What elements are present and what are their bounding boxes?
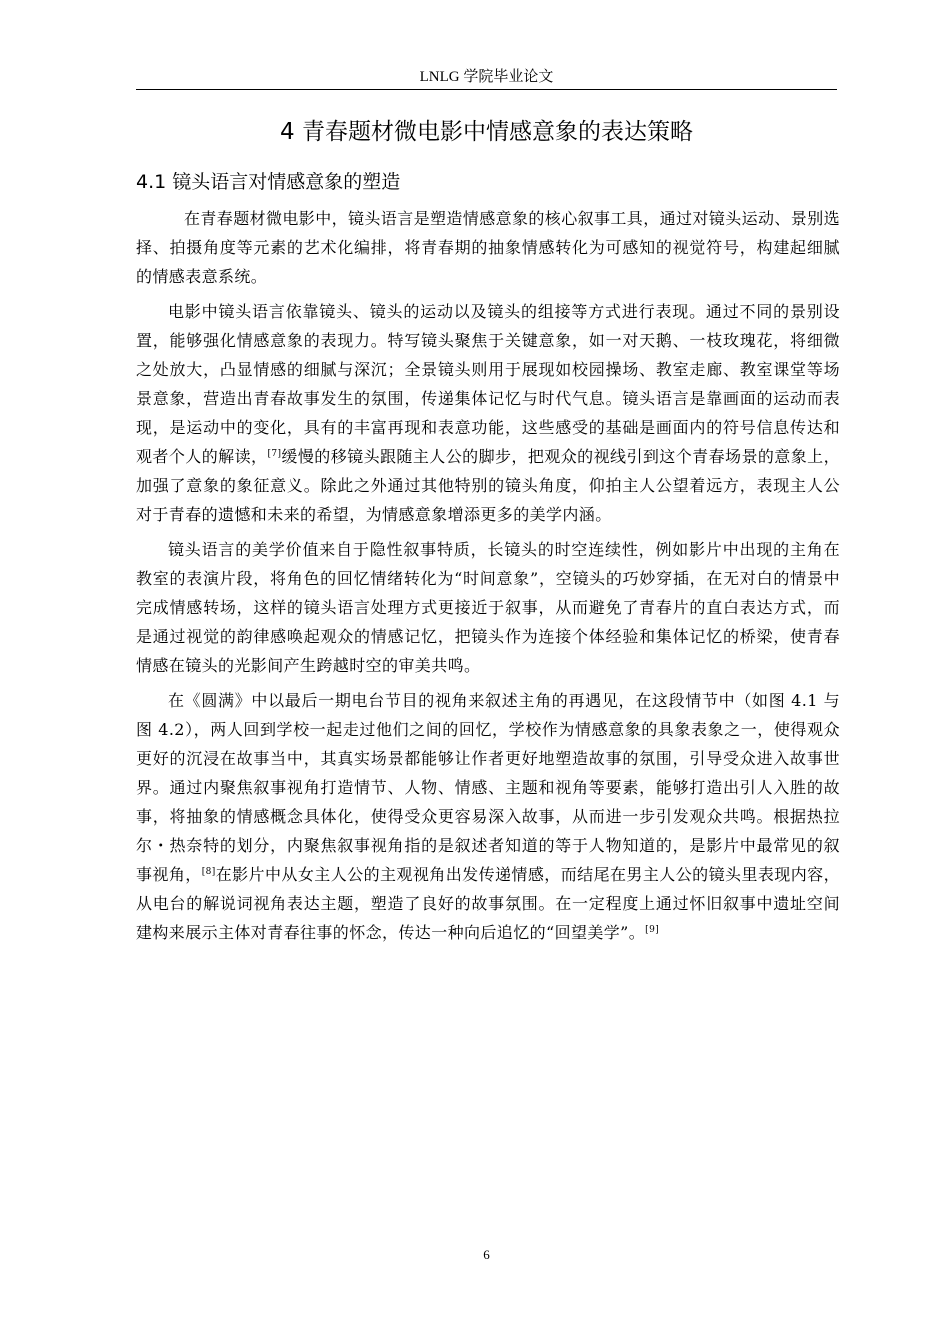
paragraph-4-part-1: 在《圆满》中以最后一期电台节目的视角来叙述主角的再遇见，在这段情节中（如图 4.1 与图 4.2），两人回到学校一起走过他们之间的回忆，学校作为情感意象的具象表象之一，使得观众更好的沉浸在故事当中，其真实场景都能够让作者更好地塑造故事的氛围，引导受众进入故事世界。通过内聚焦叙事视角打造情节、人物、情感、主题和视角等要素，能够打造出引人入胜的故事，将抽象的情感概念具体化，使得受众更容易深入故事，从而进一步引发观众共鸣。根据热拉尔・热奈特的划分，内聚焦叙事视角指的是叙述者知道的等于人物知道的，是影片中最常见的叙事视角，	[136, 691, 840, 884]
citation-8: [8]	[201, 867, 216, 877]
page-number: 6	[483, 1247, 490, 1262]
paragraph-2-part-1: 电影中镜头语言依靠镜头、镜头的运动以及镜头的组接等方式进行表现。通过不同的景别设置，能够强化情感意象的表现力。特写镜头聚焦于关键意象，如一对天鹅、一枝玫瑰花，将细微之处放大，凸显情感的细腻与深沉；全景镜头则用于展现如校园操场、教室走廊、教室课堂等场景意象，营造出青春故事发生的氛围，传递集体记忆与时代气息。镜头语言是靠画面的运动而表现，是运动中的变化，具有的丰富再现和表意功能，这些感受的基础是画面内的符号信息传达和观者个人的解读，	[136, 302, 840, 466]
paragraph-4	[136, 686, 840, 947]
running-header: LNLG 学院毕业论文	[419, 69, 554, 85]
paragraph-2-part-2: 缓慢的移镜头跟随主人公的脚步，把观众的视线引到这个青春场景的意象上，加强了意象的象征意义。除此之外通过其他特别的镜头角度，仰拍主人公望着远方，表现主人公对于青春的遗憾和未来的希望，为情感意象增添更多的美学内涵。	[136, 447, 840, 524]
paragraph-3: 镜头语言的美学价值来自于隐性叙事特质，长镜头的时空连续性，例如影片中出现的主角在教室的表演片段，将角色的回忆情绪转化为“时间意象”，空镜头的巧妙穿插，在无对白的情景中完成情感转场，这样的镜头语言处理方式更接近于叙事，从而避免了青春片的直白表达方式，而是通过视觉的韵律感唤起观众的情感记忆，把镜头作为连接个体经验和集体记忆的桥梁，使青春情感在镜头的光影间产生跨越时空的审美共鸣。	[136, 540, 840, 675]
section-title: 4.1 镜头语言对情感意象的塑造	[136, 171, 401, 193]
header-divider	[136, 89, 837, 90]
citation-9: [9]	[645, 925, 660, 935]
citation-7: [7]	[267, 449, 282, 459]
paragraph-4-part-2: 在影片中从女主人公的主观视角出发传递情感，而结尾在男主人公的镜头里表现内容，从电台的解说词视角表达主题，塑造了良好的故事氛围。在一定程度上通过怀旧叙事中遗址空间建构来展示主体对青春往事的怀念，传达一种向后追忆的“回望美学”。	[136, 865, 840, 942]
body-text	[136, 204, 840, 953]
chapter-title: 4 青春题材微电影中情感意象的表达策略	[280, 119, 693, 145]
paragraph-2	[136, 297, 840, 529]
paragraph-1: 在青春题材微电影中，镜头语言是塑造情感意象的核心叙事工具，通过对镜头运动、景别选择、拍摄角度等元素的艺术化编排，将青春期的抽象情感转化为可感知的视觉符号，构建起细腻的情感表意系统。	[136, 209, 841, 286]
